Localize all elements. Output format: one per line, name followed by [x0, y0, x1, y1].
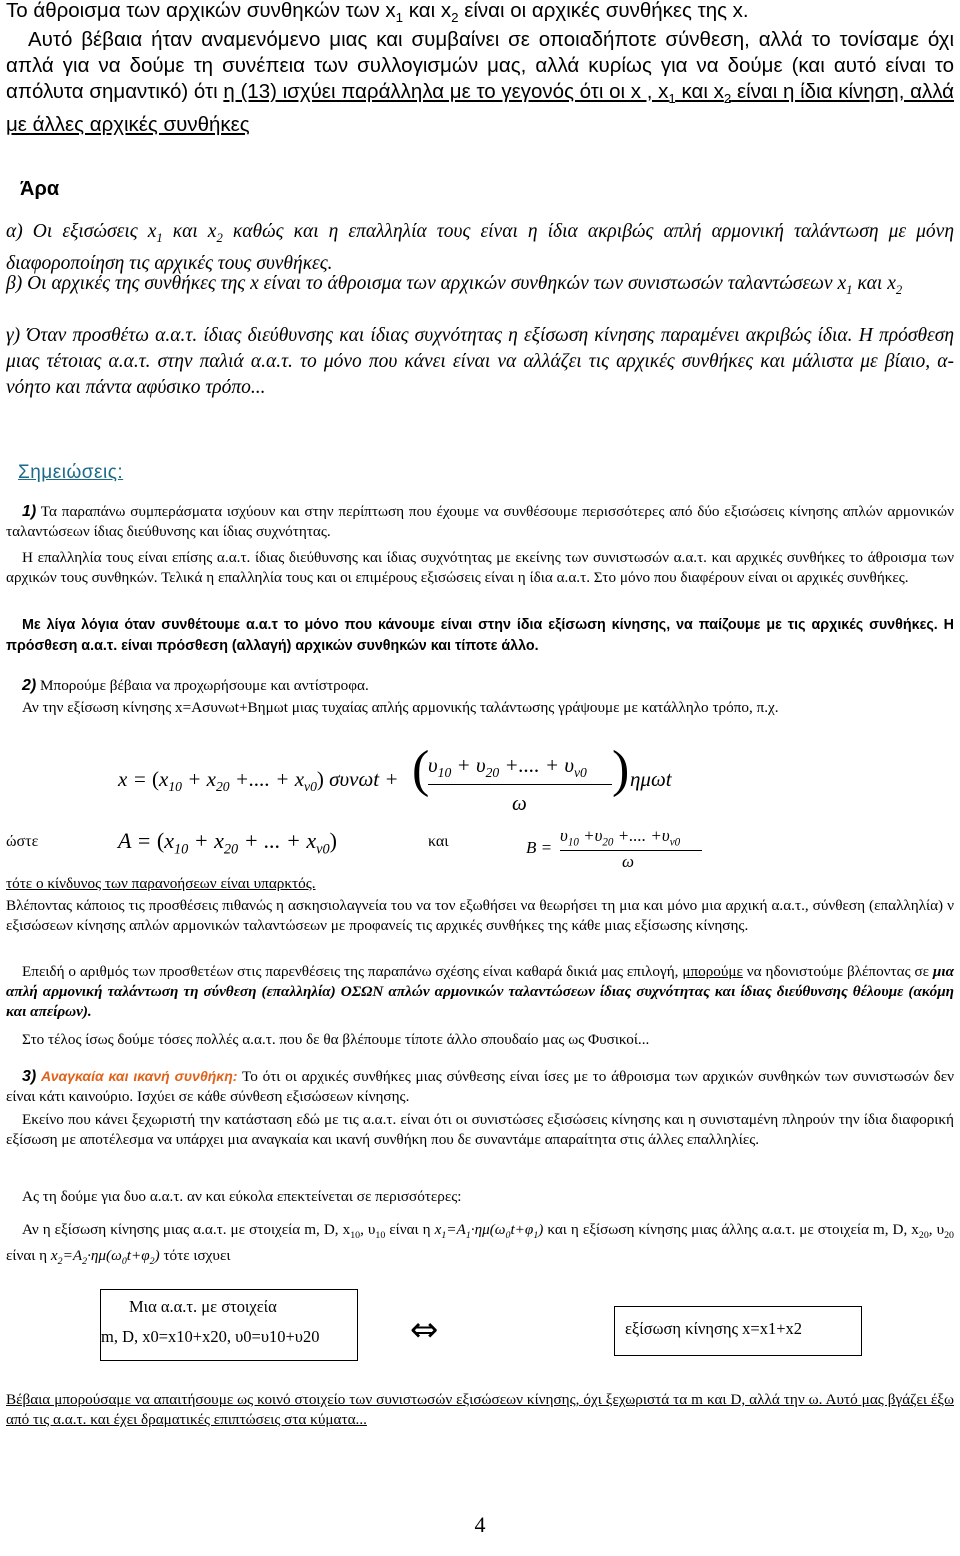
ooste-label: ώστε — [6, 833, 39, 850]
formula-B-denominator: ω — [622, 852, 635, 871]
underlined-text: η (13) ισχύει παράλληλα με το γεγονός ότι οι x , x — [223, 80, 669, 103]
note-2-bold-italic: μια απλή αρμονική ταλάντωση τη σύνθεση (επαλληλία) ΟΣΩΝ απλών αρμονικών ταλαντώσεων ίδιας συχνότητας και ίδιας διεύθυνσης θέλουμε (ακόμη και απείρων). — [6, 963, 954, 1020]
ara-heading: Άρα — [20, 178, 60, 200]
subscript: 1 — [465, 1230, 471, 1242]
subscript: 20 — [944, 1230, 954, 1242]
intro-text-c: είναι οι αρχικές συνθήκες της x. — [458, 0, 749, 22]
t: , υ — [928, 1221, 945, 1238]
note-2-text: Επειδή ο αριθμός των προσθετέων στις παρενθέσεις της παραπάνω σχέσης είναι καθαρά δικιά μας επιλογή, — [22, 963, 683, 980]
note-1-paragraph-2: Η επαλληλία τους είναι επίσης α.α.τ. ίδιας διεύθυνσης και ίδιας συχνότητας με εκείνης των συνιστωσών α.α.τ. και αρχικές συνθήκες το άθροισμα των αρχικών τους συνθηκών. Τελικά η επαλληλία τους και οι επιμέρους εξισώσεις είναι η ίδια α.α.τ. Στο μόνο που διαφέρουν είναι οι αρχικές συνθήκες. — [6, 549, 954, 586]
intro-text-a: Το άθροισμα των αρχικών συνθηκών των x — [6, 0, 396, 22]
t: , υ — [360, 1221, 376, 1238]
note-3-paragraph-3: Ας τη δούμε για δυο α.α.τ. αν και εύκολα επεκτείνεται σε περισσότερες: — [22, 1188, 462, 1205]
subscript: 0 — [505, 1230, 511, 1242]
formula-B-numerator: $\upsilon_{10} +\upsilon_{20}$ +.... $+\upsilon_{\nu 0}$ — [560, 826, 681, 849]
page-number: 4 — [474, 1512, 486, 1537]
note-2-text: Μπορούμε βέβαια να προχωρήσουμε και αντίστροφα. — [36, 677, 369, 694]
t: είναι η — [6, 1247, 51, 1265]
t: ·ημ(ω — [87, 1247, 122, 1265]
subscript: 1 — [395, 10, 404, 26]
fraction-bar — [428, 784, 612, 785]
note-1-text: Τα παραπάνω συμπεράσματα ισχύουν και στην περίπτωση που έχουμε να συνθέσουμε περισσότερες από δύο εξισώσεις κίνησης απλών αρμονικών ταλαντώσεων ίδιας διεύθυνσης και ίδιας συχνότητας. — [6, 503, 954, 540]
t: ) — [538, 1221, 544, 1238]
formula-fraction-numerator: $\upsilon_{10} + \upsilon_{20}$ +.... + $\upsilon_{\nu 0}$ — [428, 753, 587, 781]
t: τότε ισχυει — [159, 1247, 231, 1265]
subscript: 1 — [441, 1230, 447, 1242]
note-1-number: 1) — [22, 503, 37, 520]
box-initial-conditions — [100, 1289, 358, 1361]
t: =A — [446, 1221, 466, 1238]
formula-eta-omega-t: ημωt — [630, 767, 672, 791]
note-3-paragraph-4 — [6, 1220, 954, 1272]
equivalence-arrow: ⇔ — [410, 1310, 439, 1350]
note-3-paragraph-2: Εκείνο που κάνει ξεχωριστή την κατάσταση εδώ με τις α.α.τ. είναι ότι οι συνιστώσες εξισώσεις κίνησης και η συνισταμένη πληρούν την ίδια διαφορική εξίσωση με αποτέλεσμα να υπάρχει μια αναγκαία και ικανή συνθήκη που δε συναντάμε απαραίτητα στις άλλες επαλληλίες. — [6, 1111, 954, 1148]
note-3-text: Το ότι οι αρχικές συνθήκες μιας σύνθεσης είναι ίσες με το άθροισμα των αρχικών συνθηκών των συνιστωσών δεν είναι κάτι καινούριο. Ισχύει σε κάθε σύνθεση εξισώσεων κίνησης. — [6, 1068, 955, 1105]
subscript: 2 — [82, 1256, 88, 1268]
note-3-orange-heading: Αναγκαία και ικανή συνθήκη: — [41, 1068, 238, 1084]
ara-a-text: καθώς και η επαλληλία τους είναι η ίδια ακριβώς απλή αρμονική ταλάντωση με μόνη διαφοροποίηση τις αρχικές τους συνθήκες. — [6, 221, 954, 274]
formula-B-label: B = — [526, 838, 553, 857]
t: Αν η εξίσωση κίνησης μιας α.α.τ. με στοιχεία m, D, x — [22, 1221, 351, 1238]
subscript: 1 — [156, 230, 163, 245]
subscript: 2 — [895, 282, 903, 297]
formula-fraction-big-paren-close: ) — [612, 741, 630, 798]
t: t+φ — [510, 1221, 534, 1238]
underlined-text: και x — [675, 80, 724, 103]
ara-b-text: β) Οι αρχικές της συνθήκες της x είναι το άθροισμα των αρχικών συνθηκών των συνιστωσών ταλαντώσεων x — [6, 273, 847, 294]
fraction-bar-B — [560, 850, 702, 851]
subscript: 10 — [350, 1230, 361, 1242]
t: x — [50, 1247, 58, 1265]
note-1-bold: Με λίγα λόγια όταν συνθέτουμε α.α.τ το μόνο που κάνουμε είναι στην ίδια εξίσωση κίνησης, να παίζουμε με τις αρχικές συνθήκες. Η πρόσθεση α.α.τ. είναι πρόσθεση (αλλαγή) αρχικών συνθηκών και τίποτε άλλο. — [6, 617, 954, 654]
subscript: 2 — [57, 1256, 63, 1268]
box2-text: εξίσωση κίνησης x=x1+x2 — [625, 1319, 803, 1338]
note-2-paragraph-1 — [6, 676, 954, 696]
t: t+φ — [126, 1247, 150, 1265]
formula-x-expansion: $x = (x_{10} + x_{20}$ +.... + $x_{\nu 0}$) συνωt + — [118, 767, 399, 795]
t: και η εξίσωση κίνησης μιας άλλης α.α.τ. με στοιχεία m, D, x — [543, 1221, 919, 1238]
ara-item-a — [6, 219, 954, 277]
note-2-paragraph-4 — [6, 962, 954, 1022]
formula-fraction-denominator: ω — [512, 791, 527, 815]
note-2-text: να ηδονιστούμε βλέποντας σε — [742, 963, 933, 980]
notes-heading: Σημειώσεις: — [18, 462, 124, 483]
note-2-number: 2) — [22, 677, 37, 694]
note-2-paragraph-2: Αν την εξίσωση κίνησης x=Aσυνωt+Bημωt μιας τυχαίας απλής αρμονικής ταλάντωσης γράψουμε με κατάλληλο τρόπο, π.χ. — [22, 699, 779, 716]
subscript: 1 — [668, 91, 676, 107]
t: x — [434, 1221, 442, 1238]
kai-label: και — [428, 833, 449, 850]
box1-line1: Μια α.α.τ. με στοιχεία — [129, 1297, 277, 1316]
note-2-paragraph-5: Στο τέλος ίσως δούμε τόσες πολλές α.α.τ. που δε θα βλέπουμε τίποτε άλλο σπουδαίο μας ως Φυσικοί... — [22, 1031, 650, 1048]
subscript: 2 — [723, 91, 732, 107]
subscript: 10 — [375, 1230, 386, 1242]
formula-A: $A = (x_{10} + x_{20}$ + ... + $x_{\nu 0}$) — [118, 828, 337, 858]
subscript: 1 — [533, 1230, 539, 1242]
ara-item-c: γ) Όταν προσθέτω α.α.τ. ίδιας διεύθυνσης και ίδιας συχνότητας η εξίσωση κίνησης παραμένει ακριβώς ίδια. Η πρόσθεση μιας τέτοιας α.α.τ. στην παλιά α.α.τ. το μόνο που κάνει είναι να αλλάζει τις αρχικές συνθήκες και μάλιστα με βίαιο, α-νόητο και πάντα αφύσικο τρόπο... — [6, 325, 954, 398]
subscript: 1 — [846, 282, 853, 297]
final-paragraph: Βέβαια μπορούσαμε να απαιτήσουμε ως κοινό στοιχείο των συνιστωσών εξισώσεων κίνησης, όχι ξεχωριστά τα m και D, αλλά την ω. Αυτό μας βγάζει έξω από τις α.α.τ. και έχει δραματικές επιπτώσεις στα κύματα... — [6, 1391, 954, 1428]
ara-b-text: και x — [852, 273, 896, 294]
note-2-underlined-word: μπορούμε — [682, 963, 743, 980]
note-2-underlined: τότε ο κίνδυνος των παρανοήσεων είναι υπαρκτός. — [6, 875, 316, 892]
subscript: 0 — [121, 1256, 127, 1268]
box-equation — [614, 1306, 862, 1356]
note-3-number: 3) — [22, 1068, 37, 1085]
ara-a-text: α) Οι εξισώσεις x — [6, 221, 157, 242]
underlined-text: είναι η ίδια κίνηση, αλλά με άλλες αρχικές συνθήκες — [6, 80, 955, 137]
formula-fraction-big-paren: ( — [412, 741, 430, 798]
subscript: 20 — [918, 1230, 929, 1242]
t: ·ημ(ω — [470, 1221, 506, 1238]
intro-paragraph — [6, 27, 954, 138]
subscript: 2 — [216, 230, 223, 245]
ara-a-text: και x — [162, 221, 217, 242]
intro-paragraph-text: Αυτό βέβαια ήταν αναμενόμενο μιας και συμβαίνει σε οποιαδήποτε σύνθεση, αλλά το τονίσαμε όχι απλά για να δούμε τη συνέπεια των συλλογισμών μας, αλλά κυρίως για να δούμε (και αυτό είναι το απόλυτα σημαντικό) ότι — [6, 28, 954, 103]
box1-line2: m, D, x0=x10+x20, υ0=υ10+υ20 — [101, 1327, 320, 1346]
t: είναι η — [385, 1221, 435, 1238]
t: ) — [154, 1247, 160, 1265]
note-1-paragraph-1 — [6, 502, 954, 542]
note-2-paragraph-3: Βλέποντας κάποιος τις προσθέσεις πιθανώς η ασκησιολαγνεία του να τον εξωθήσει να θεωρήσει τη μια και μόνο μια αρχική α.α.τ., σύνθεση (επαλληλία) ν εξισώσεων κίνησης απλών αρμονικών ταλαντώσεων με προφανείς τις αρχικές συνθήκες της κάθε μιας εξίσωσης κίνησης. — [6, 897, 954, 934]
ara-item-b — [6, 271, 954, 303]
note-3-paragraph-1 — [6, 1066, 954, 1107]
intro-text-b: και x — [403, 0, 452, 22]
t: =A — [62, 1247, 83, 1265]
subscript: 2 — [149, 1256, 155, 1268]
subscript: 2 — [451, 10, 459, 26]
